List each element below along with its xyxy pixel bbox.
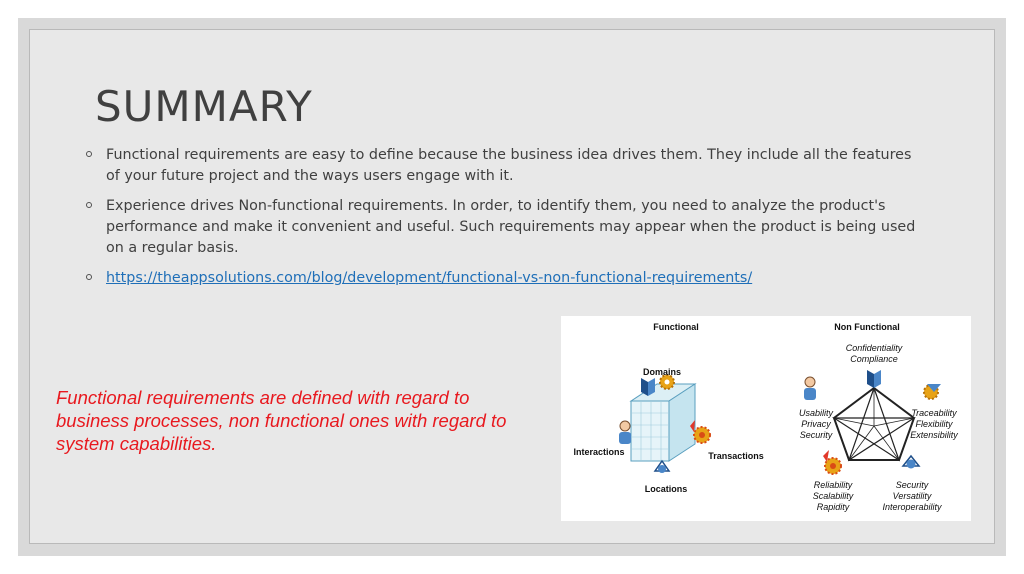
diagram-svg [561, 316, 971, 521]
summary-note: Functional requirements are defined with regard to business processes, non functional ones with regard to system capabilities. [56, 387, 507, 454]
slide-title: SUMMARY [95, 82, 313, 131]
right-label-2: Flexibility [915, 419, 953, 429]
bottom-right-label-2: Versatility [892, 491, 932, 501]
requirements-diagram [561, 316, 971, 521]
pentagon-star [834, 388, 914, 460]
top-label-2: Compliance [850, 354, 898, 364]
bullet-marker [86, 274, 92, 280]
book-icon [867, 370, 881, 388]
functional-heading: Functional [653, 322, 699, 332]
transactions-label: Transactions [708, 451, 764, 461]
bottom-left-label-3: Rapidity [816, 502, 850, 512]
bullet-text: Functional requirements are easy to define because the business idea drives them. They include all the features of your future project and the ways users engage with it. [106, 147, 912, 184]
locations-label: Locations [644, 484, 688, 494]
bullet-item [86, 268, 916, 289]
gear-icon [924, 384, 941, 399]
bullet-marker [86, 202, 92, 208]
bottom-left-label-2: Scalability [812, 491, 854, 501]
domains-label: Domains [642, 367, 682, 377]
bullet-list [86, 145, 916, 298]
bullet-marker [86, 151, 92, 157]
left-label-3: Security [799, 430, 833, 440]
right-label-3: Extensibility [910, 430, 958, 440]
bullet-text: Experience drives Non-functional requirements. In order, to identify them, you need to analyze the product's performance and make it convenient and useful. Such requirements may appear when the product is being used on a regular basis. [106, 198, 916, 256]
left-label-2: Privacy [801, 419, 831, 429]
left-label-1: Usability [798, 408, 834, 418]
person-icon [804, 377, 816, 400]
functional-cube [631, 384, 695, 461]
bottom-right-label-3: Interoperability [882, 502, 942, 512]
bullet-item [86, 196, 916, 259]
globe-icon [903, 456, 919, 469]
person-icon [619, 421, 631, 444]
reliability-gear-icon [823, 450, 841, 474]
globe-icon [655, 461, 669, 473]
gear-icon [660, 375, 674, 389]
non-functional-heading: Non Functional [834, 322, 900, 332]
top-label-1: Confidentiality [845, 343, 903, 353]
reference-link[interactable]: https://theappsolutions.com/blog/development/functional-vs-non-functional-requirements/ [106, 270, 753, 286]
bottom-left-label-1: Reliability [813, 480, 853, 490]
bottom-right-label-1: Security [895, 480, 929, 490]
interactions-label: Interactions [573, 447, 625, 457]
bullet-item [86, 145, 916, 187]
right-label-1: Traceability [911, 408, 957, 418]
